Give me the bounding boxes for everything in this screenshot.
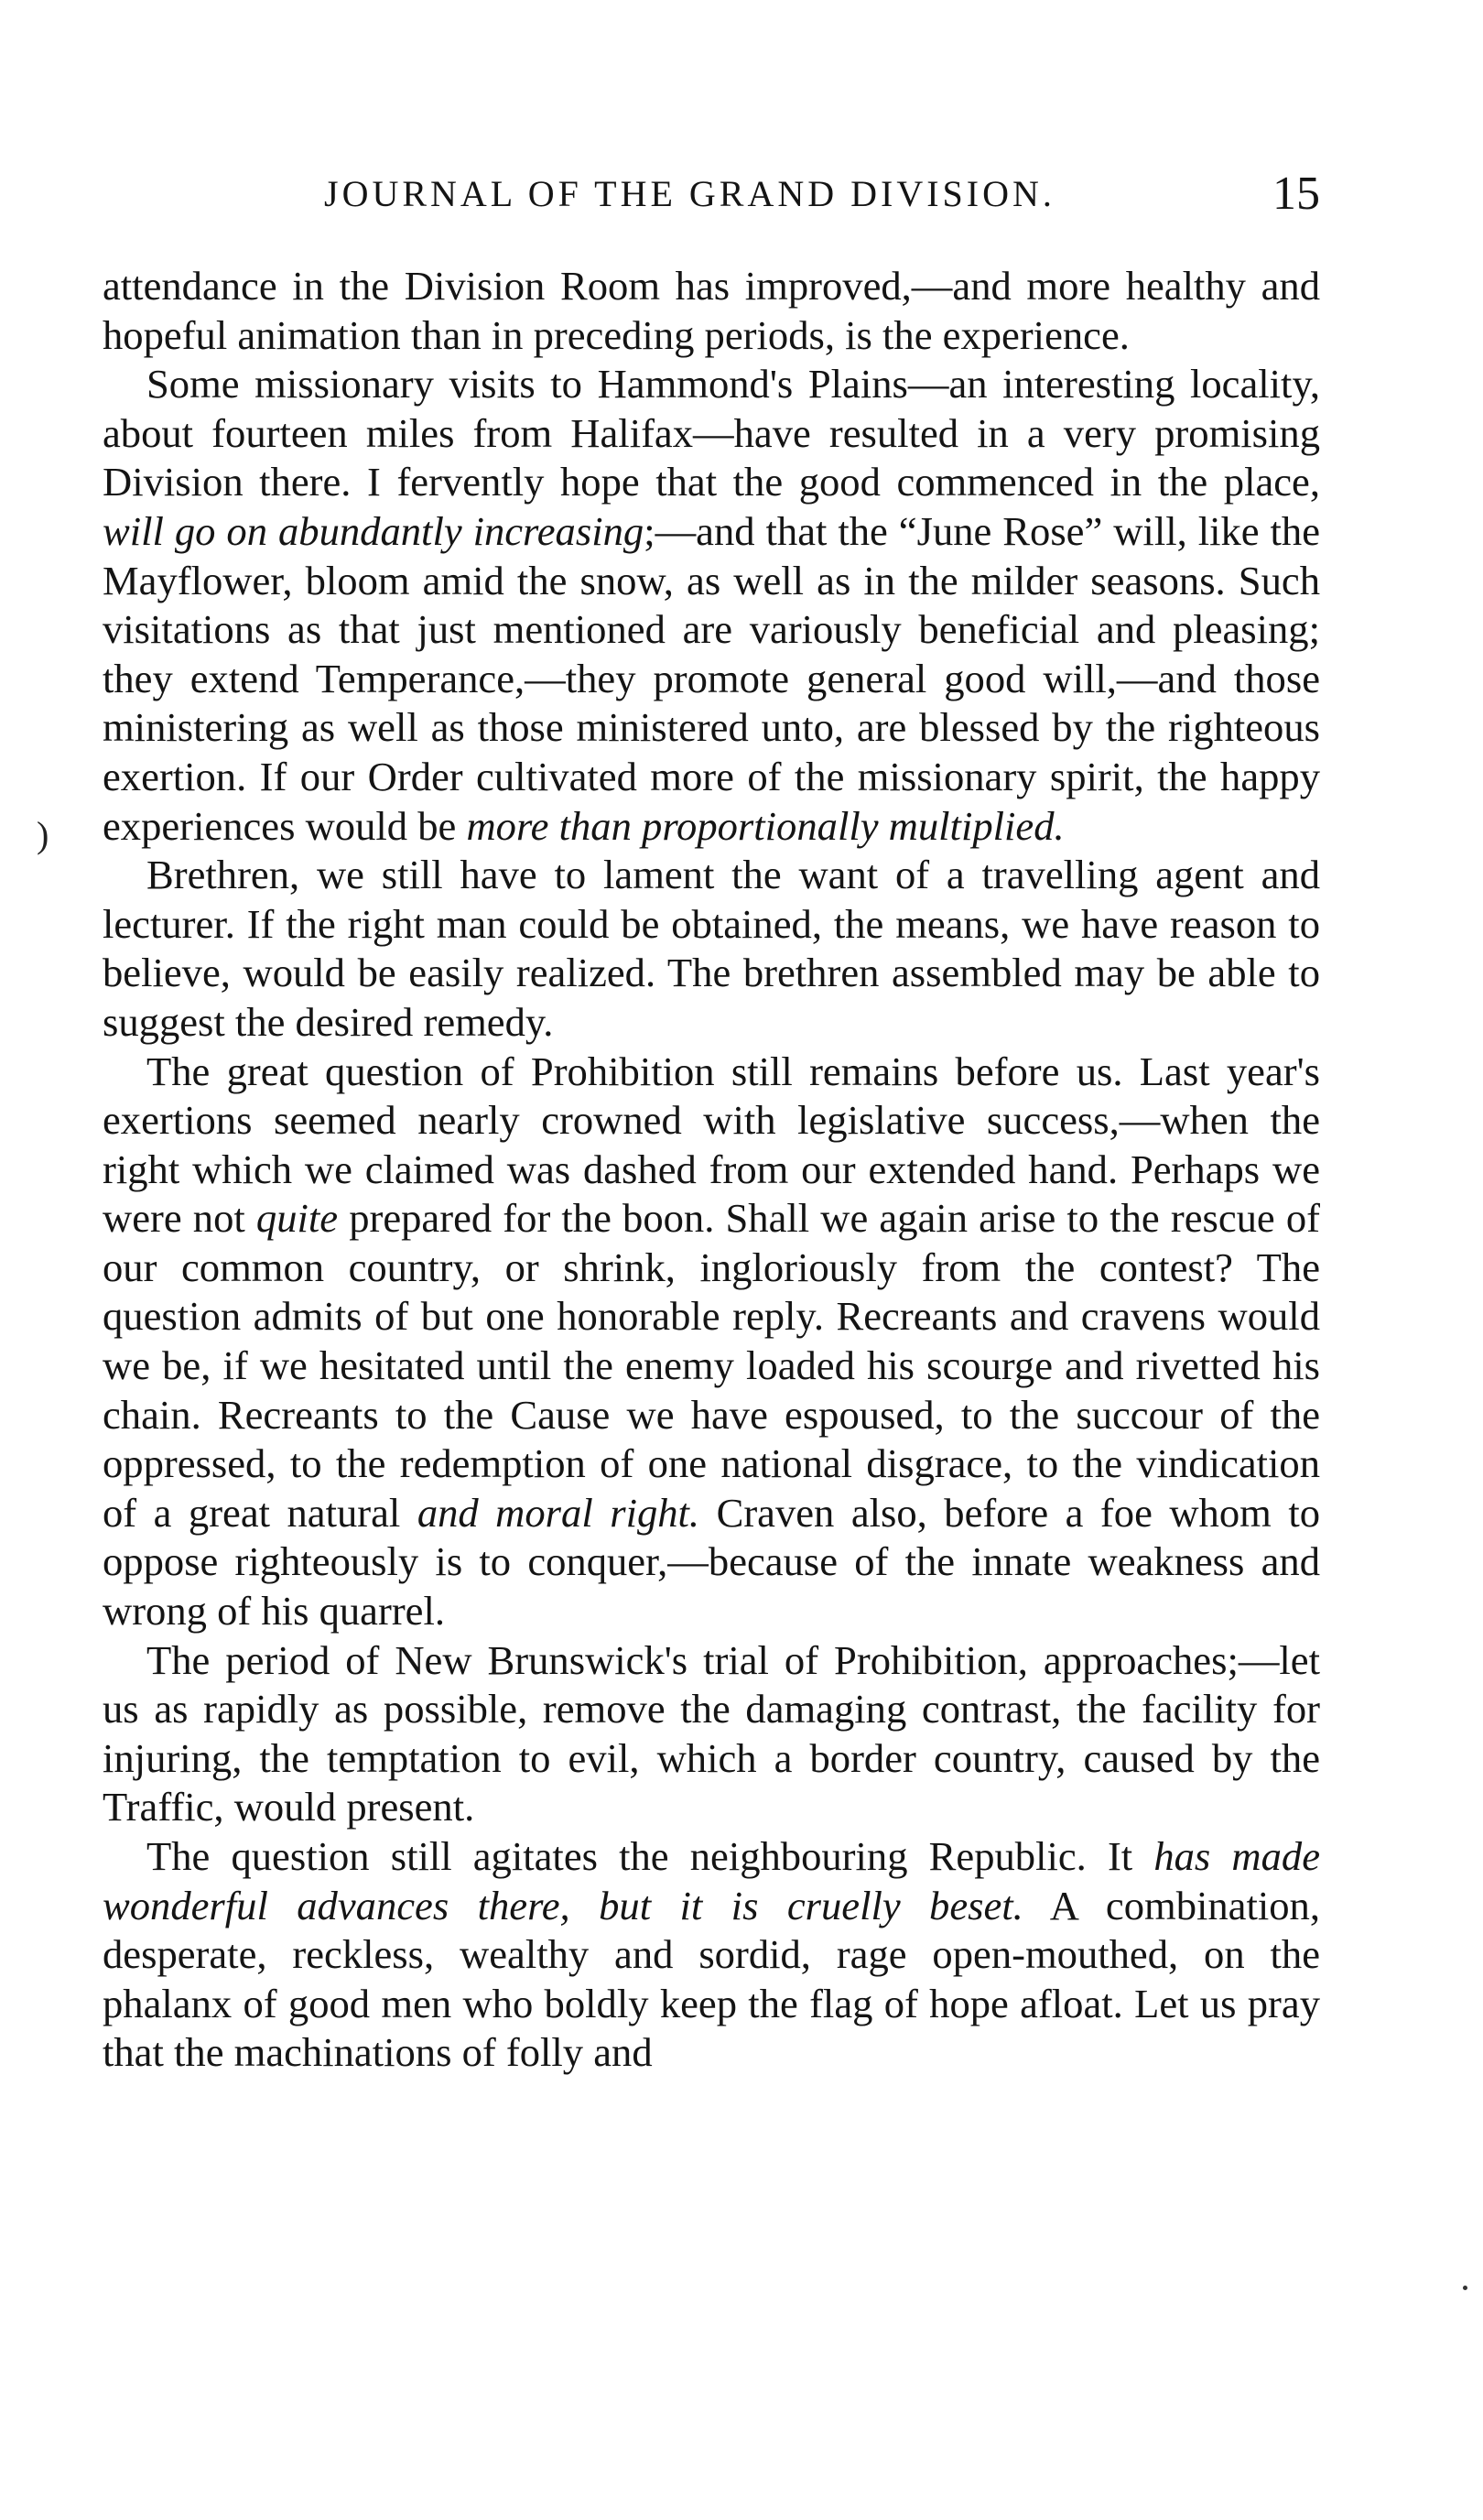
paragraph-2 xyxy=(103,360,1320,851)
paragraph-4-italic-b: and moral right. xyxy=(417,1489,700,1536)
paragraph-2-text-a: Some missionary visits to Hammond's Plains—an interesting locality, about fourteen miles from Halifax—have resulted in a very promising Division there. I fervently hope that the good commenced in the place, xyxy=(103,361,1320,505)
paragraph-2-text-b: ;—and that the “June Rose” will, like the Mayflower, bloom amid the snow, as well as in the milder seasons. Such visitations as that just mentioned are variously beneficial and pleasing; they extend Temperance,—they promote general good will,—and those ministering as well as those ministered unto, are blessed by the righteous exertion. If our Order cultivated more of the missionary spirit, the happy experiences would be xyxy=(103,507,1321,849)
paragraph-6-italic: has made wonderful advances there, but it is cruelly beset. xyxy=(103,1833,1321,1928)
paragraph-4 xyxy=(103,1048,1320,1636)
paragraph-3-text: Brethren, we still have to lament the want of a travelling agent and lecturer. If the right man could be obtained, the means, we have reason to believe, would be easily realized. The brethren assembled may be able to suggest the desired remedy. xyxy=(103,852,1320,1045)
paragraph-2-italic-a: will go on abundantly increasing xyxy=(103,507,644,554)
body-text xyxy=(103,262,1320,2078)
page-header xyxy=(103,167,1320,240)
paragraph-6-text-a: The question still agitates the neighbouring Republic. It xyxy=(146,1833,1154,1879)
paragraph-5 xyxy=(103,1636,1320,1832)
paragraph-1-text: attendance in the Division Room has improved,—and more healthy and hopeful animation than in preceding periods, is the experience. xyxy=(103,263,1320,358)
paragraph-4-text-a: The great question of Prohibition still remains before us. Last year's exertions seemed nearly crowned with legislative success,—when the right which we claimed was dashed from our extended hand. Perhaps we were not xyxy=(103,1048,1320,1242)
print-speck xyxy=(1463,2286,1467,2290)
paragraph-6 xyxy=(103,1832,1320,2078)
paragraph-2-italic-b: more than proportionally multiplied. xyxy=(466,802,1065,849)
running-head: JOURNAL OF THE GRAND DIVISION. xyxy=(324,173,1055,214)
paragraph-4-text-c: Craven also, before a foe whom to oppose righteously is to conquer,—because of the innate weakness and wrong of his quarrel. xyxy=(103,1489,1321,1635)
margin-mark: ) xyxy=(37,814,49,855)
paragraph-4-italic-a: quite xyxy=(255,1195,339,1242)
paragraph-3 xyxy=(103,851,1320,1047)
paragraph-1 xyxy=(103,262,1320,360)
page-number: 15 xyxy=(1272,168,1320,220)
paragraph-4-text-b: prepared for the boon. Shall we again arise to the rescue of our common country, or shrink, ingloriously from the contest? The question admits of but one honorable reply. Recreants and cravens would we be, if we hesitated until the enemy loaded his scourge and rivetted his chain. Recreants to the Cause we have espoused, to the succour of the oppressed, to the redemption of one national disgrace, to the vindication of a great natural xyxy=(103,1195,1321,1536)
paragraph-5-text: The period of New Brunswick's trial of Prohibition, approaches;—let us as rapidly as possible, remove the damaging contrast, the facility for injuring, the temptation to evil, which a border country, caused by the Traffic, would present. xyxy=(103,1636,1320,1830)
paragraph-6-text-b: A combination, desperate, reckless, wealthy and sordid, rage open-mouthed, on the phalanx of good men who boldly keep the flag of hope afloat. Let us pray that the machinations of folly and xyxy=(103,1882,1320,2076)
